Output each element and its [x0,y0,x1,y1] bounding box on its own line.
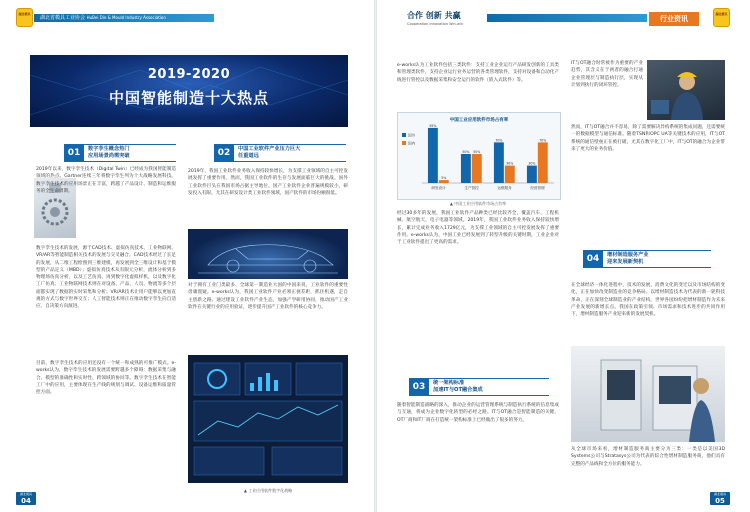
worker-photo [647,60,725,120]
feature-banner [30,55,348,127]
bar-国内-研发设计 [439,180,449,183]
right-page [377,0,750,512]
legend-label: 国外 [408,133,416,138]
col1-paragraph-top: e-works认为工业软件包括三类软件：支持工业企业运行产品研发创新的工具类和管理类软件，支持企业运行业务运营的各类管理软件，支持对设备和自动化产线进行管控以及数据采集和安全运行的软件（嵌入式软件）等。 [397,63,559,83]
section-number: 01 [64,145,84,161]
association-logo: 湖北模具 [713,8,730,27]
legend-swatch [402,141,406,145]
association-logo: 湖北模具 [16,8,33,27]
market-share-chart [398,113,560,199]
bar-国外-经营管理 [527,166,537,183]
bar-value-label: 50% [462,150,470,154]
col2-paragraph-last: 从全球市场来看，增材制造服务商主要分为三类：一类是以美国3D Systems公司与Stratasys公司为代表的综合性增材制造服务商，他们具有完整的产品线和全方位的服务能力。 [571,447,725,467]
wireframe-car-image [188,229,348,279]
category-label: 经营管理 [530,186,545,190]
col2-paragraph-top: 2019年，我国工业软件业务收入保持较快增长，为支撑工业领域的自主可控发展发挥了重要作用。然而，我国工业软件的生存与发展面临巨大的挑战。国外工业软件巨头在我国市场占据主导地位。国产工业软件企业普遍规模较小，研发投入有限。尤其在研发设计类工业软件领域，国产软件的市场份额很低。 [188,169,348,196]
section-tag: 行业资讯 [649,12,699,26]
bar-国内-生产管控 [472,154,482,183]
left-page [0,0,374,512]
page-number-badge: 湖北模具 05 [710,492,730,505]
section-03-header [409,378,549,396]
legend-swatch [402,133,406,137]
section-02-header [214,144,346,162]
bar-value-label: 70% [495,138,503,143]
section-title: 中国工业软件产业压力巨大 任重道远 [238,146,301,159]
bar-国内-经营管理 [538,142,548,183]
bar-value-label: 95% [429,123,437,128]
category-label: 研发设计 [431,186,446,190]
section-number: 04 [583,251,603,267]
car-icon [188,229,348,279]
col1-paragraph-bottom: 目前，数字孪生技术的应用还没有一个统一和成熟的可推广模式。e-works认为，数字孪生技术的发展需要跨越多个障碍：数据采集与融合、模型的准确性和实时性、跨领域的协同等。数字孪生技术在智能工厂中的应用，主要体现在生产线的规划与调试、设备运维和质量管控方面。 [36,361,176,396]
category-label: 生产管控 [464,186,479,190]
section-title: 数字孪生概念热门 应用场景尚需突破 [88,146,130,159]
org-name: 湖北省模具工业协会 HuBei Die & Mould Industry Association [40,15,166,21]
col1-paragraph-mid: 数字孪生技术的发展，源于CAD技术、虚拟仿真技术、工业物联网、VR/AR等智能制造相关技术的发展与交叉融合。CAD技术经过了长足的发展，从二维工程绘图到三维建模，再发展到全三维设计和基于模型的产品定义（MBD）；虚拟仿真技术从有限元分析，流体分析到多物理场仿真分析，以及工艺仿真、再到数字化虚拟样机，以及数字化工厂仿真；工业物联网技术则在对设备、产品、人员、物流等多个层面都实现了数据的实时采集和分析；VR/AR技术让用户能够以更加直观的方式与数字世界交互；人工智能技术则正在推动数字孪生向自适应、自决策方向演进。 [36,246,176,310]
figure-caption: ▲ 工业应用软件数字化战略 [243,488,293,493]
bar-国外-生产管控 [461,154,471,183]
col2-paragraph-top: IT与OT融合时常被作为重要的产业趋势，其含义在于两者的融合打通企业管理层与制造执行层，实现从计划到执行的闭环管控。 [571,61,643,88]
section-title: 增材制造服务产业 迎来发展新契机 [607,252,649,265]
header-bar [487,14,647,22]
section-01-header [64,144,176,162]
printer-photo [571,346,725,442]
col1-paragraph-bottom: 随着智能制造战略的深入，推动企业的运营管理系统与制造执行系统的信息集成与互通，将成为企业数字化转型的必经之路。IT与OT融合是智能制造的关键，OT厂商和IT厂商在打造统一架构标准上已经做出了很多的努力。 [397,403,559,423]
bar-国外-研发设计 [428,128,438,183]
slogan-en: Cooperation Innovation Win-win [407,22,464,26]
table-caption: ▲ 中国工业应用软件市场占有率 [449,201,507,206]
banner-year: 2019-2020 [147,67,231,82]
market-share-table [397,112,561,200]
banner-title: 中国智能制造十大热点 [108,89,269,107]
chart-title: 中国工业应用软件市场占有率 [449,118,509,123]
printer-icon [571,346,725,442]
col1-paragraph-intro: 2019年以来，数字孪生技术（Digital Twin）已经成为我国智能制造领域的热点。Gartner连续三年将数字孪生列为十大战略发展科技。数字孪生技术的应用场景正在丰富，跨越了产品设计、制造和运维服务的全生命周期。 [36,167,176,194]
category-label: 运维服务 [497,186,512,190]
section-number: 02 [214,145,234,161]
dashboard-chart-icon [188,355,348,483]
col2-paragraph-mid: 对于拥有工业门类最多、全球第一制造业大国的中国来说，工业软件的重要性毋庸置疑。e-works认为，我国工业软件产业必须正视差距，抓住机遇，走自主创新之路。通过建设工业软件产业生态，加强产学研用协同，推动国产工业软件在关键行业的应用验证，逐步提升国产工业软件的核心竞争力。 [188,283,348,310]
col2-paragraph-mid: 然而，IT与OT融合并不容易，除了需要解决异构系统的集成问题，还需要统一的数据模型与通信标准。随着TSN和OPC UA等关键技术的应用，IT与OT系统的通信壁垒正在被打破，尤其在数字化工厂中，IT与OT的融合为企业带来了更大的业务价值。 [571,125,725,152]
bar-value-label: 30% [528,161,536,166]
bar-国外-运维服务 [494,142,504,183]
bar-国内-运维服务 [505,166,515,183]
bar-value-label: 30% [506,161,514,166]
section-number: 03 [409,379,429,395]
slogan: 合作 创新 共赢 [407,11,461,20]
section-title: 统一架构标准 加速IT与OT融合集成 [433,380,483,393]
page-number-badge: 湖北模具 04 [16,492,36,505]
dashboard-image [188,355,348,483]
legend-label: 国内 [408,141,416,146]
bar-value-label: 50% [473,150,481,154]
col1-paragraph-mid: 经过30多年的发展，我国工业软件产品种类已经比较齐全，覆盖汽车、工程机械、航空航天、电子电器等领域。2019年，我国工业软件业务收入保持较快增长，累计完成业务收入1729亿元，为支撑工业领域的自主可控发展发挥了重要作用。e-works认为，中国工业已经发展到了转型升级的关键时期，工业企业对于工业软件提出了更高的需求。 [397,211,559,246]
bar-value-label: 70% [539,138,547,143]
bar-value-label: 5% [441,176,447,181]
worker-icon [647,60,725,120]
col2-paragraph-bottom: 在全球经济一体化进程中，技术的发展，消费文化的变迁以及市场结构的变化，正在加快改变制造业的竞争格局。以增材制造技术为代表的新一轮科技革命，正在深刻全球制造业的产业结构。世界各国纷纷把增材制造作为未来产业发展的新增长点。我国在政策引领、市场需求和技术进步的共同作用下，增材制造服务产业迎来新的发展契机。 [571,283,725,318]
section-04-header [583,250,711,268]
